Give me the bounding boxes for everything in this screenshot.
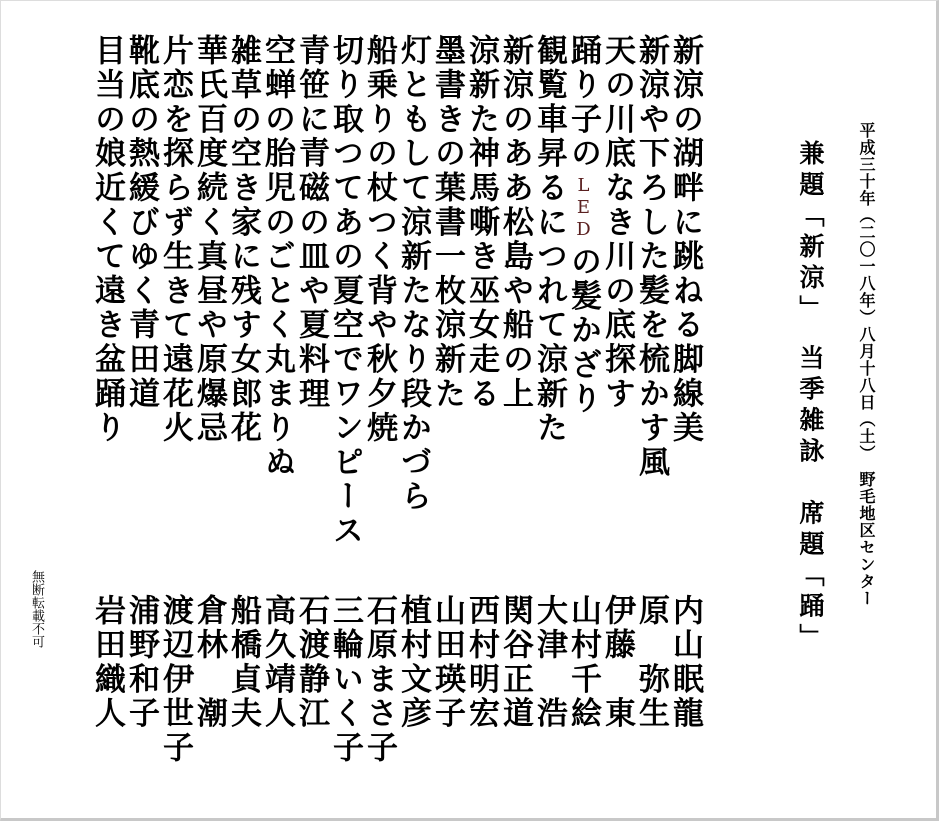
author-11: 三輪いく子 [327,594,363,766]
author-5: 大津 浩 [531,594,567,732]
poem-4-part-2: の髪かざり [565,245,601,417]
poem-4-led: LED [573,175,594,242]
poem-16: 片恋を探らず生きて遠花火 [157,34,193,446]
author-13: 高久靖人 [259,594,295,732]
poem-15: 華氏百度続く真昼や原爆忌 [191,34,227,446]
author-4: 山村千絵 [565,594,601,732]
author-3: 伊藤 東 [599,594,635,732]
poem-14: 雑草の空き家に残す女郎花 [225,34,261,446]
poem-12: 青笹に青磁の皿や夏料理 [293,34,329,412]
author-9: 植村文彦 [395,594,431,732]
author-14: 船橋貞夫 [225,594,261,732]
poem-2: 新涼や下ろした髪を梳かす風 [633,34,669,480]
poem-10: 船乗りの杖つく背や秋夕焼 [361,34,397,446]
author-1: 内山眠龍 [667,594,703,732]
poem-18: 目当の娘近くて遠き盆踊り [89,34,125,446]
poem-13: 空蝉の胎児のごとく丸まりぬ [259,34,295,480]
author-12: 石渡静江 [293,594,329,732]
poem-6: 新涼のああ松島や船の上 [497,34,533,412]
author-7: 西村明宏 [463,594,499,732]
author-15: 倉林 潮 [191,594,227,732]
meeting-topics: 兼題「新涼」 当季雑詠 席題「踊」 [796,140,825,655]
author-10: 石原まさ子 [361,594,397,766]
no-reproduction-notice: 無断転載不可 [29,570,44,648]
poem-8: 墨書きの葉書一枚涼新た [429,34,465,412]
author-18: 岩田織人 [89,594,125,732]
poem-4 [565,34,601,417]
poem-4-part-1: 踊り子の [565,34,601,172]
poem-9: 灯ともして涼新たなり段かづら [395,34,431,515]
author-2: 原 弥生 [633,594,669,732]
poem-1: 新涼の湖畔に跳ねる脚線美 [667,34,703,446]
poem-17: 靴底の熱緩びゆく青田道 [123,34,159,412]
poem-3: 天の川底なき川の底探す [599,34,635,412]
poem-11: 切り取つてあの夏空でワンピース [327,34,363,549]
poem-7: 涼新た神馬嘶き巫女走る [463,34,499,412]
author-16: 渡辺伊世子 [157,594,193,766]
meeting-date-location: 平成三十年（二〇一八年）八月十八日（土） 野毛地区センター [857,122,876,607]
author-17: 浦野和子 [123,594,159,732]
author-6: 関谷正道 [497,594,533,732]
poem-5: 観覧車昇るにつれて涼新た [531,34,567,446]
author-8: 山田瑛子 [429,594,465,732]
